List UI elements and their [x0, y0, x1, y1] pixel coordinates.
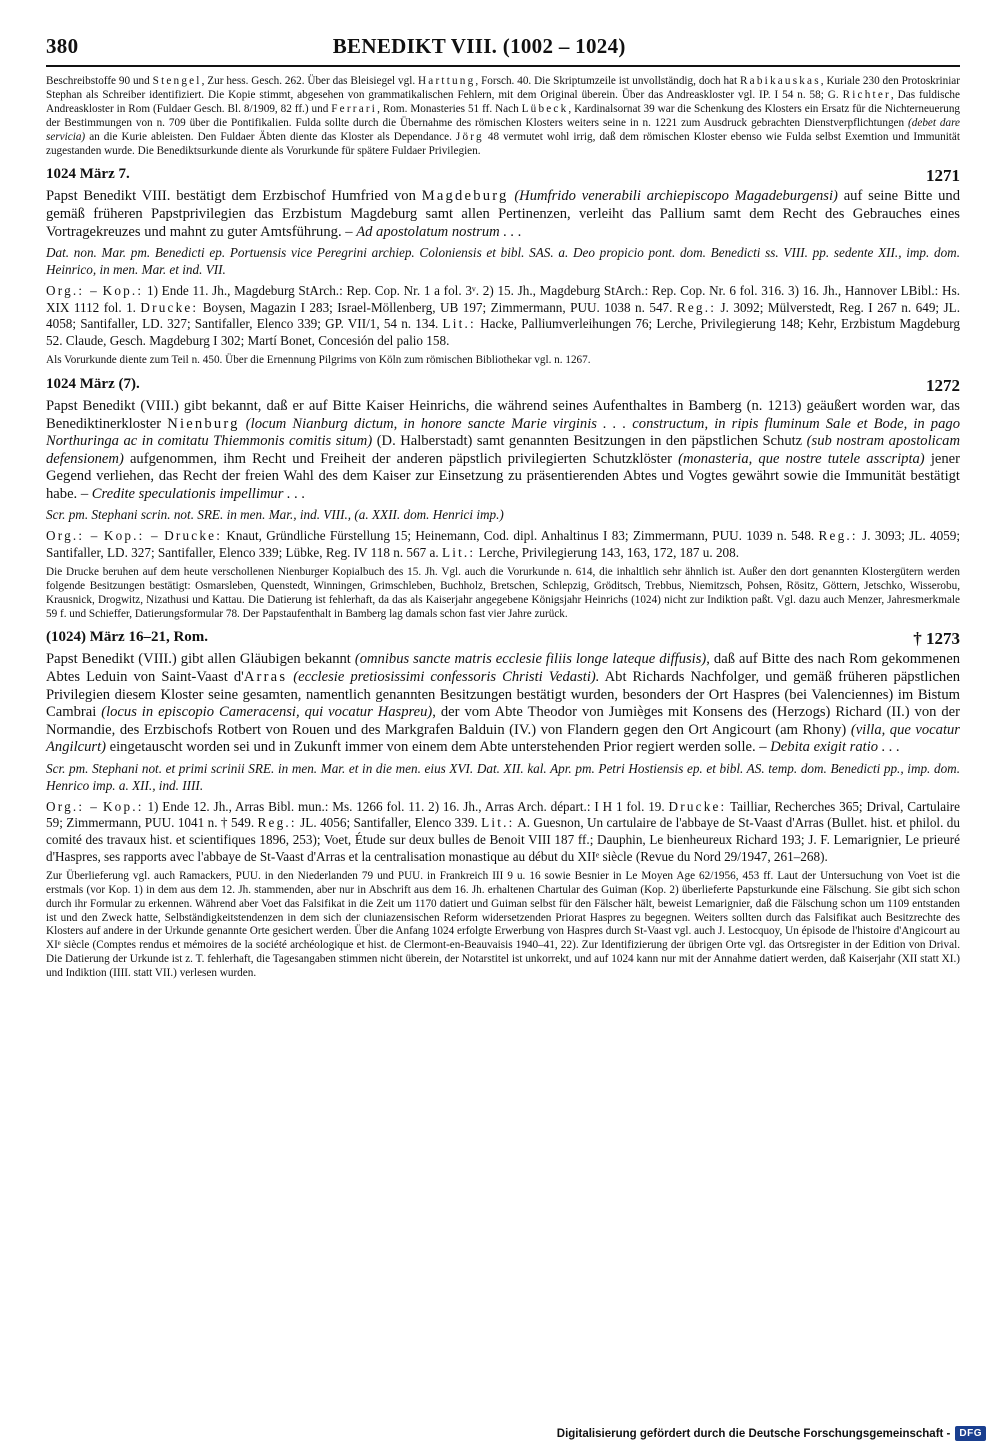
digitization-footer	[557, 1426, 986, 1441]
running-head	[46, 34, 960, 59]
entry-header	[46, 629, 960, 649]
entry-header	[46, 376, 960, 396]
entry-number: † 1273	[913, 629, 960, 649]
entry-dating: Dat. non. Mar. pm. Benedicti ep. Portuensis vice Peregrini archiep. Coloniensis et bibl. SAS. a. Deo propicio pont. dom. Benedicti ss. VIII. pp. sedente XII., imp. dom. Heinrico, in men. Mar. et ind. VII.	[46, 245, 960, 278]
entry-sources: Org.: – Kop.: 1) Ende 12. Jh., Arras Bibl. mun.: Ms. 1266 fol. 11. 2) 16. Jh., Arras Arch. départ.: I H 1 fol. 19. Drucke: Tailliar, Recherches 365; Drival, Cartulaire 59; Zimmermann, PUU. 1041 n. † 549. Reg.: JL. 4056; Santifaller, Elenco 339. Lit.: A. Guesnon, Un cartulaire de l'abbaye de St-Vaast d'Arras (Bullet. hist. et philol. du comité des travaux hist. et scientifiques 1896, 253); Voet, Étude sur deux bulles de Benoit VIII 187 ff.; Dauphin, Le bienheureux Richard 193; J. F. Lemarignier, Le prieuré d'Haspres, ses rapports avec l'abbaye de St-Vaast d'Arras et la centralisation monastique au début du XIIᵉ siècle (Revue du Nord 29/1947, 261–268).	[46, 798, 960, 865]
entry-dating: Scr. pm. Stephani not. et primi scrinii SRE. in men. Mar. et in die men. eius XVI. Dat. XII. kal. Apr. pm. Petri Hostiensis ep. et bibl. AS. temp. dom. Benedicti pp., imp. dom. Henrico imp. a. XII., ind. IIII.	[46, 761, 960, 793]
page-number: 380	[46, 34, 79, 58]
page-title: BENEDIKT VIII. (1002 – 1024)	[332, 34, 626, 58]
footer-text: Digitalisierung gefördert durch die Deutsche Forschungsgemeinschaft -	[556, 1427, 951, 1440]
entry-note: Als Vorurkunde diente zum Teil n. 450. Über die Ernennung Pilgrims von Köln zum römischen Bibliothekar vgl. n. 1267.	[46, 354, 591, 366]
entry-sources: Org.: – Kop.: 1) Ende 11. Jh., Magdeburg StArch.: Rep. Cop. Nr. 1 a fol. 3ᵛ. 2) 15. Jh., Magdeburg StArch.: Rep. Cop. Nr. 6 fol. 316. 3) 16. Jh., Hannover LBibl.: Hs. XIX 1112 fol. 1. Drucke: Boysen, Magazin I 283; Israel-Möllenberg, UB 197; Zimmermann, PUU. 1038 n. 547. Reg.: J. 3092; Mülverstedt, Reg. I 267 n. 649; JL. 4058; Santifaller, LD. 327; Santifaller, Elenco 339; GP. VII/1, 54 n. 134. Lit.: Hacke, Palliumverleihungen 76; Lerche, Privilegierung 148; Kehr, Erzbistum Magdeburg 52. Claude, Gesch. Magdeburg I 302; Martí Bonet, Concesión del palio 158.	[46, 282, 960, 349]
entry-1273	[46, 629, 960, 981]
entry-1272	[46, 376, 960, 622]
entry-regest: Papst Benedikt (VIII.) gibt allen Gläubigen bekannt (omnibus sancte matris ecclesie filiis longe lateque diffusis), daß auf Bitte des nach Rom gekommenen Abtes Leduin von Saint-Vaast d'Arras (ecclesie pretiosissimi confessoris Christi Vedasti). Abt Richards Nachfolger, und gemäß früheren päpstlichen Privilegien diesem Kloster seine gesamten, namentlich genannten Besitzungen bestätigt wurden, besonders der Ort Haspres (bei Valenciennes) im Bistum Cambrai (locus in episcopio Cameracensi, qui vocatur Haspreu), der vom Abte Theodor von Jumièges mit Konsens des (Herzogs) Richard (II.) von der Normandie, des Erzbischofs Rotbert von Rouen und des Markgrafen Balduin (IV.) von Flandern gegen den Ort Angicourt (am Rhony) (villa, que vocatur Angilcurt) eingetauscht worden sei und in Zukunft immer von einem dem Abte unterstehenden Prior regiert werden solle. – Debita exigit ratio . . .	[46, 651, 961, 756]
entry-regest: Papst Benedikt VIII. bestätigt dem Erzbischof Humfried von Magdeburg (Humfrido venerabili archiepiscopo Magadeburgensi) auf seine Bitte und gemäß früheren Papstprivilegien das Erzbistum Magdeburg samt allen Pertinenzen, verleiht das Pallium samt dem Recht des Gebrauches eines Vortragekreuzes und mahnt zu guter Amtsführung. – Ad apostolatum nostrum . . .	[46, 188, 961, 240]
intro-note: Beschreibstoffe 90 und Stengel, Zur hess. Gesch. 262. Über das Bleisiegel vgl. Harttung, Forsch. 40. Die Skriptumzeile ist unvollständig, doch hat Rabikauskas, Kuriale 230 den Protoskriniar Stephan als Schreiber identifiziert. Die Kopie stimmt, abgesehen von grammatikalischen Fehlern, mit dem Original überein. Über das Andreaskloster vgl. IP. I 54 n. 58; G. Richter, Das fuldische Andreaskloster in Rom (Fuldaer Gesch. Bl. 8/1909, 82 ff.) und Ferrari, Rom. Monasteries 51 ff. Nach Lübeck, Kardinalsornat 39 war die Schenkung des Klosters ein Ersatz für die Nichterneuerung der Bestimmungen von n. 709 über die Pontifikalien. Fulda sollte durch die Übernahme des römischen Klosters weiters seine in n. 1221 zum Ausdruck gebrachten Dienstverpflichtungen (debet dare servicia) an die Kurie ableisten. Den Fuldaer Äbten diente das Kloster als Dependance. Jörg 48 vermutet wohl irrig, daß dem römischen Kloster ebenso wie Fulda selbst Exemtion und Immunität zugestanden wurde. Die Benediktsurkunde diente als Vorurkunde für spätere Fuldaer Privilegien.	[46, 75, 961, 157]
entry-date: (1024) März 16–21, Rom.	[46, 629, 209, 646]
entry-dating: Scr. pm. Stephani scrin. not. SRE. in men. Mar., ind. VIII., (a. XXII. dom. Henrici imp.)	[46, 507, 504, 523]
page	[46, 34, 960, 989]
entry-regest: Papst Benedikt (VIII.) gibt bekannt, daß er auf Bitte Kaiser Heinrichs, die während seines Aufenthaltes in Bamberg (n. 1213) geäußert worden war, das Benediktinerkloster Nienburg (locum Nianburg dictum, in honore sancte Marie virginis . . . constructum, in ripis fluminum Sale et Bode, in pago Northuringa ac in comitatu Thiemmonis comitis situm) (D. Halberstadt) samt genannten Besitzungen in den päpstlichen Schutz (sub nostram apostolicam defensionem) aufgenommen, ihm Recht und Freiheit der anderen päpstlich privilegierten Schutzklöster (monasteria, que nostre tutele asscripta) jener Gegend verliehen, das Recht der freien Wahl des dem Kaiser zur Einsetzung zu präsentierenden Abtes und Vogtes gewährt sowie die Immunität bestätigt habe. – Credite speculationis impellimur . . .	[46, 397, 960, 502]
entry-date: 1024 März (7).	[46, 375, 140, 392]
entry-sources: Org.: – Kop.: – Drucke: Knaut, Gründliche Fürstellung 15; Heinemann, Cod. dipl. Anhaltinus I 83; Zimmermann, PUU. 1039 n. 548. Reg.: J. 3093; JL. 4059; Santifaller, LD. 327; Santifaller, Elenco 339; Lübke, Reg. IV 118 n. 567 a. Lit.: Lerche, Privilegierung 143, 163, 172, 187 u. 208.	[46, 528, 961, 561]
entry-1271	[46, 166, 960, 367]
entry-date: 1024 März 7.	[46, 166, 130, 183]
header-rule	[46, 65, 960, 67]
entry-number: 1272	[926, 375, 960, 395]
entry-note: Die Drucke beruhen auf dem heute verschollenen Nienburger Kopialbuch des 15. Jh. Vgl. auch die Vorurkunde n. 614, die inhaltlich sehr ähnlich ist. Außer den dort genannten Klostergütern werden folgende Besitzungen bestätigt: Osmarsleben, Quenstedt, Winningen, Grimschleben, Buchholz, Bretschen, Schlepzig, Gröditsch, Trebbus, Niemitzsch, Pohsen, Rösitz, Göttern, Jetschko, Wisserobu, Krausnick, Drogwitz, Nizathusi und Kattau. Die Datierung ist fehlerhaft, da das als Kaiserjahr angegebene Königsjahr Heinrichs (1024) nicht zur Indiktion paßt. Vgl. dazu auch Menzer, Jahresmerkmale 59 f. und Schieffer, Datierungsformular 78. Der Papstaufenthalt in Bamberg lag damals schon fast vier Jahre zurück.	[46, 565, 960, 620]
dfg-logo: DFG	[955, 1426, 986, 1441]
entry-note: Zur Überlieferung vgl. auch Ramackers, PUU. in den Niederlanden 79 und PUU. in Frankreich III 9 u. 16 sowie Besnier in Le Moyen Age 62/1956, 453 ff. Laut der Untersuchung von Voet ist die erstmals (vor Kop. 1) in dem aus dem 12. Jh. stammenden, aber nur in Abschrift aus dem 16. Jh. erhaltenen Chartular des Guiman (Kop. 2) überlieferte Papsturkunde eine Fälschung. Sie gibt sich schon durch ihr Formular zu erkennen. Während aber Voet das Falsifikat in die Zeit um 1170 datiert und Guiman selbst für den Fälscher hält, beweist Lemarignier, daß die Fälschung schon um 1109 entstanden ist und den Zweck hatte, Selbständigkeitstendenzen in dem sich der cluniazensischen Reform widersetzenden Priorat Haspres zu begegnen. Weiters sollten durch das Falsifikat auch Besitzrechte des Klosters auf andere in der Urkunde genannte Orte gesichert werden. Über die Anfang 1024 erfolgte Erwerbung von Haspres durch St-Vaast vgl. auch J. Lestocquoy, Un épisode de l'histoire d'Angicourt au XIᵉ siècle (Comptes rendus et mémoires de la société archéologique et hist. de Clermont-en-Beauvaisis 1940–41, 22). Zur Identifizierung der übrigen Orte vgl. das Ortsregister in der Edition von Drival. Die Datierung der Urkunde ist z. T. fehlerhaft, die Tagesangaben stimmen nicht überein, der Notarstitel ist unkorrekt, und auf 1024 kann nur mit der Annahme datiert werden, daß Kaiserjahr (XII statt XI.) und Indiktion (IIII. statt VII.) verlesen wurden.	[46, 869, 960, 980]
entry-header	[46, 166, 960, 186]
entry-number: 1271	[926, 166, 960, 186]
